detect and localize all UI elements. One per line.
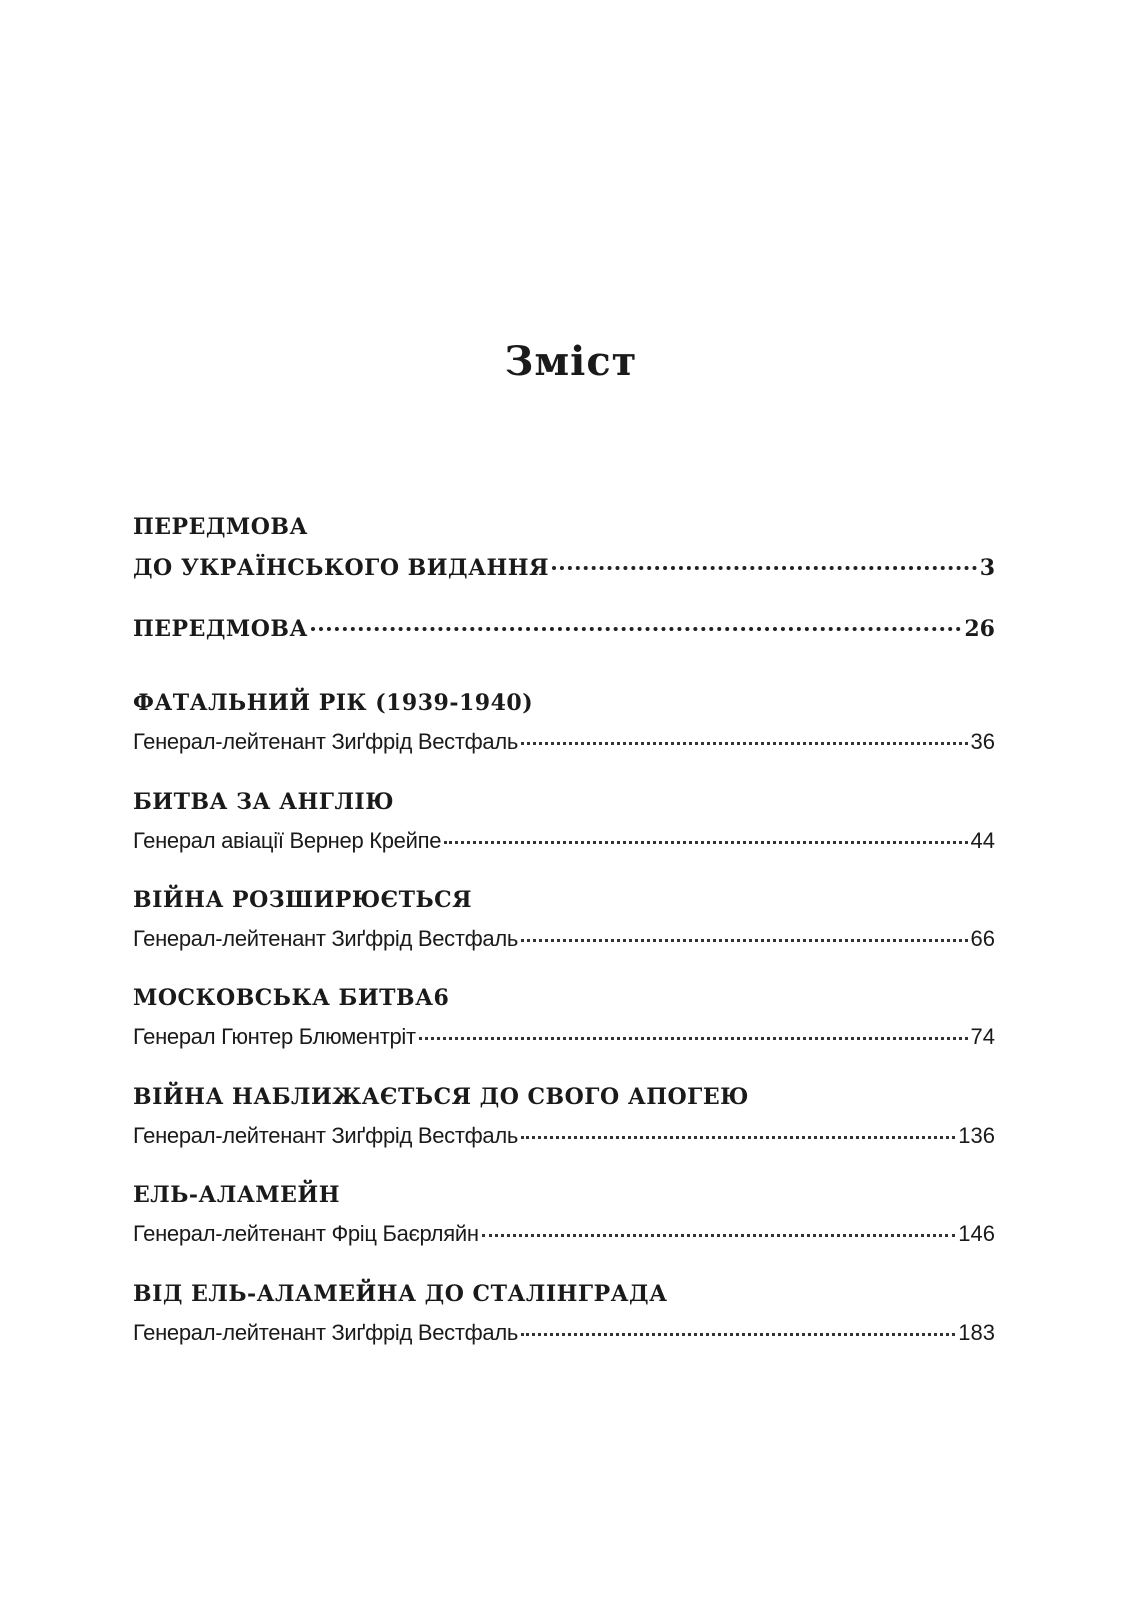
- toc-chapter-heading: [133, 1277, 995, 1311]
- page-number: 136: [958, 1123, 995, 1148]
- page-number: 183: [958, 1320, 995, 1345]
- leader-dots: [419, 1037, 968, 1040]
- page-number: 146: [958, 1221, 995, 1246]
- page-number: 26: [964, 616, 995, 642]
- toc-chapter-author-line: [133, 1020, 995, 1054]
- toc-chapter-heading: [133, 785, 995, 819]
- toc-author: Генерал-лейтенант Фріц Баєрляйн: [133, 1221, 479, 1246]
- toc-heading: ВІД ЕЛЬ-АЛАМЕЙНА ДО СТАЛІНГРАДА: [133, 1281, 668, 1307]
- toc-author: Генерал-лейтенант Зиґфрід Вестфаль: [133, 1123, 519, 1148]
- leader-dots: [521, 742, 967, 745]
- toc-chapter-heading: [133, 1080, 995, 1114]
- toc-entry-preface-ukrainian-line1: [133, 510, 995, 544]
- page-number: 74: [970, 1024, 995, 1049]
- leader-dots: [521, 1333, 955, 1336]
- toc-heading: ДО УКРАЇНСЬКОГО ВИДАННЯ: [133, 555, 549, 581]
- toc-heading: ВІЙНА РОЗШИРЮЄТЬСЯ: [133, 887, 473, 913]
- toc-heading: ПЕРЕДМОВА: [133, 616, 308, 642]
- page-number: 3: [979, 555, 995, 581]
- toc-chapter-author-line: [133, 1316, 995, 1350]
- page-number: 66: [970, 926, 995, 951]
- leader-dots: [552, 566, 977, 570]
- page-number: 36: [970, 729, 995, 754]
- toc-chapter-author-line: [133, 922, 995, 956]
- leader-dots: [521, 939, 967, 942]
- leader-dots: [444, 841, 967, 844]
- toc-chapter-author-line: [133, 1217, 995, 1251]
- toc-heading: ФАТАЛЬНИЙ РІК (1939-1940): [133, 690, 534, 716]
- toc-author: Генерал Гюнтер Блюментріт: [133, 1024, 416, 1049]
- leader-dots: [311, 627, 961, 631]
- toc-chapter-heading: [133, 1178, 995, 1212]
- toc-chapter-heading: [133, 686, 995, 720]
- toc-heading: ВІЙНА НАБЛИЖАЄТЬСЯ ДО СВОГО АПОГЕЮ: [133, 1084, 749, 1110]
- toc-heading: БИТВА ЗА АНГЛІЮ: [133, 789, 395, 815]
- toc-heading: ПЕРЕДМОВА: [133, 514, 308, 540]
- toc-chapter-author-line: [133, 725, 995, 759]
- toc-author: Генерал-лейтенант Зиґфрід Вестфаль: [133, 1320, 519, 1345]
- toc-chapter-heading: [133, 981, 995, 1015]
- toc-entry-preface: [133, 612, 995, 646]
- toc-chapter-author-line: [133, 824, 995, 858]
- toc-entry-preface-ukrainian-line2: [133, 551, 995, 585]
- toc-author: Генерал авіації Вернер Крейпе: [133, 828, 442, 853]
- toc-author: Генерал-лейтенант Зиґфрід Вестфаль: [133, 729, 519, 754]
- toc-heading: ЕЛЬ-АЛАМЕЙН: [133, 1182, 340, 1208]
- toc-chapter-heading: [133, 883, 995, 917]
- toc-author: Генерал-лейтенант Зиґфрід Вестфаль: [133, 926, 519, 951]
- toc-heading: МОСКОВСЬКА БИТВА6: [133, 985, 450, 1011]
- leader-dots: [521, 1136, 955, 1139]
- leader-dots: [482, 1234, 956, 1237]
- page-number: 44: [970, 828, 995, 853]
- toc-chapter-author-line: [133, 1119, 995, 1153]
- page-title: Зміст: [504, 338, 638, 385]
